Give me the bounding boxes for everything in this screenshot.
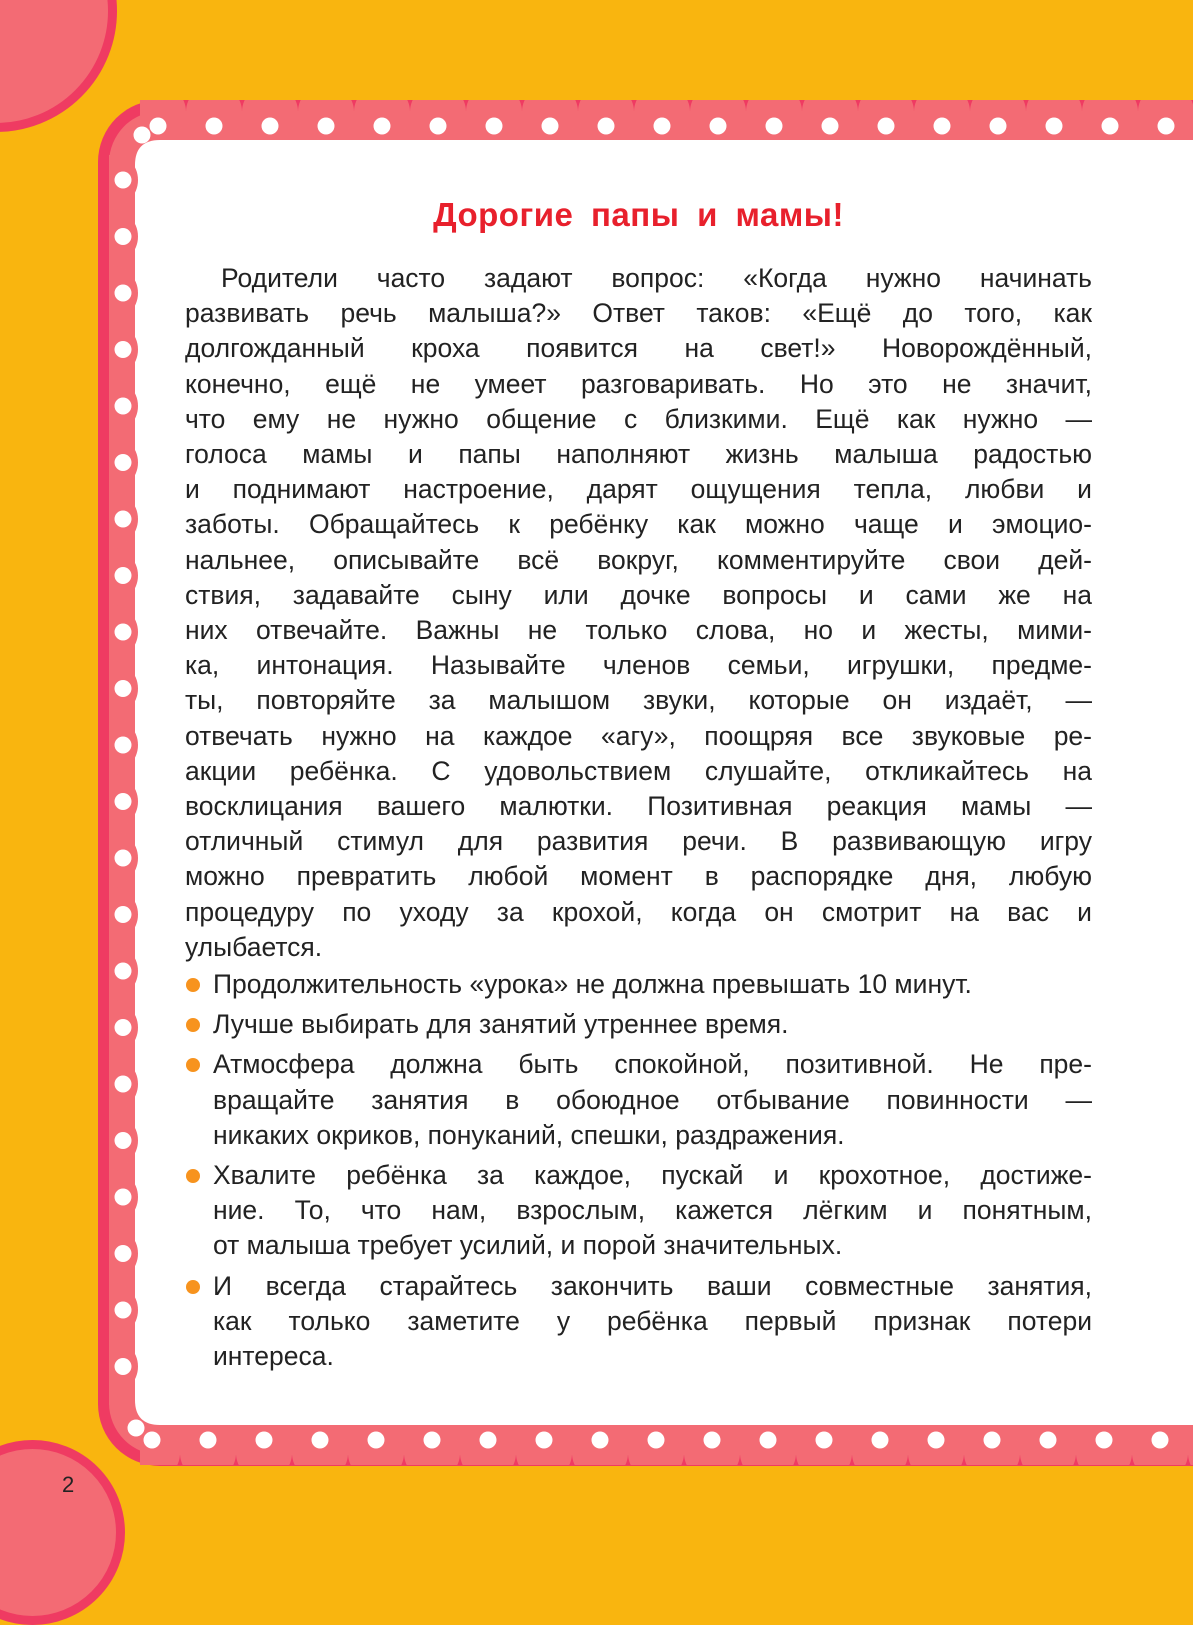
text-line: отличный стимул для развития речи. В развивающую игру	[185, 826, 1092, 857]
text-line: можно превратить любой момент в распорядке дня, любую	[185, 861, 1092, 892]
tip-item	[185, 1047, 1092, 1153]
text-line: заботы. Обращайтесь к ребёнку как можно чаще и эмоцио-	[185, 509, 1092, 540]
text-line: процедуру по уходу за крохой, когда он смотрит на вас и	[185, 896, 1092, 927]
text-line: вращайте занятия в обоюдное отбывание повинности —	[213, 1084, 1092, 1115]
page-title: Дорогие папы и мамы!	[433, 196, 844, 233]
text-line: ствия, задавайте сыну или дочке вопросы и сами же на	[185, 579, 1092, 610]
text-line: ты, повторяйте за малышом звуки, которые он издаёт, —	[185, 685, 1092, 716]
page-number: 2	[62, 1472, 75, 1497]
bullet-dot-icon	[186, 1058, 200, 1072]
text-line: долгожданный кроха появится на свет!» Новорождённый,	[185, 333, 1092, 364]
bullet-dot-icon	[186, 1169, 200, 1183]
text-line: никаких окриков, понуканий, спешки, раздражения.	[213, 1119, 845, 1150]
text-line: акции ребёнка. С удовольствием слушайте, откликайтесь на	[185, 755, 1092, 786]
text-line: голоса мамы и папы наполняют жизнь малыша радостью	[185, 439, 1092, 470]
text-line: Хвалите ребёнка за каждое, пускай и крохотное, достиже-	[213, 1160, 1092, 1191]
text-line: интереса.	[213, 1341, 334, 1372]
text-line: И всегда старайтесь закончить ваши совместные занятия,	[213, 1270, 1092, 1301]
text-line: улыбается.	[185, 931, 323, 962]
tip-item	[185, 967, 1092, 1002]
text-line: ка, интонация. Называйте членов семьи, игрушки, предме-	[185, 650, 1092, 681]
text-line: конечно, ещё не умеет разговаривать. Но это не значит,	[185, 368, 1092, 399]
text-line: нальнее, описывайте всё вокруг, комментируйте свои дей-	[185, 544, 1092, 575]
text-line: как только заметите у ребёнка первый признак потери	[213, 1305, 1092, 1336]
tip-item	[185, 1007, 1092, 1042]
text-line: что ему не нужно общение с близкими. Ещё как нужно —	[185, 403, 1092, 434]
tips-list	[185, 967, 1092, 1374]
text-line: них отвечайте. Важны не только слова, но и жесты, мими-	[185, 615, 1092, 646]
text-line: от малыша требует усилий, и порой значительных.	[213, 1230, 843, 1261]
tip-item	[185, 1269, 1092, 1375]
tip-item	[185, 1158, 1092, 1264]
text-line: и поднимают настроение, дарят ощущения тепла, любви и	[185, 474, 1092, 505]
text-line: ние. То, что нам, взрослым, кажется лёгким и понятным,	[213, 1195, 1092, 1226]
text-line: отвечать нужно на каждое «агу», поощряя все звуковые ре-	[185, 720, 1092, 751]
page-content	[185, 196, 1092, 1374]
bullet-dot-icon	[186, 978, 200, 992]
text-line: Атмосфера должна быть спокойной, позитивной. Не пре-	[213, 1049, 1092, 1080]
bullet-dot-icon	[186, 1018, 200, 1032]
text-line: Продолжительность «урока» не должна превышать 10 минут.	[213, 969, 972, 1000]
text-line: восклицания вашего малютки. Позитивная реакция мамы —	[185, 791, 1092, 822]
bullet-dot-icon	[186, 1280, 200, 1294]
text-line: Родители часто задают вопрос: «Когда нужно начинать	[221, 263, 1092, 293]
text-line: Лучше выбирать для занятий утреннее время.	[213, 1009, 789, 1040]
text-line: развивать речь малыша?» Ответ таков: «Ещё до того, как	[185, 298, 1092, 329]
intro-paragraph	[185, 261, 1092, 965]
